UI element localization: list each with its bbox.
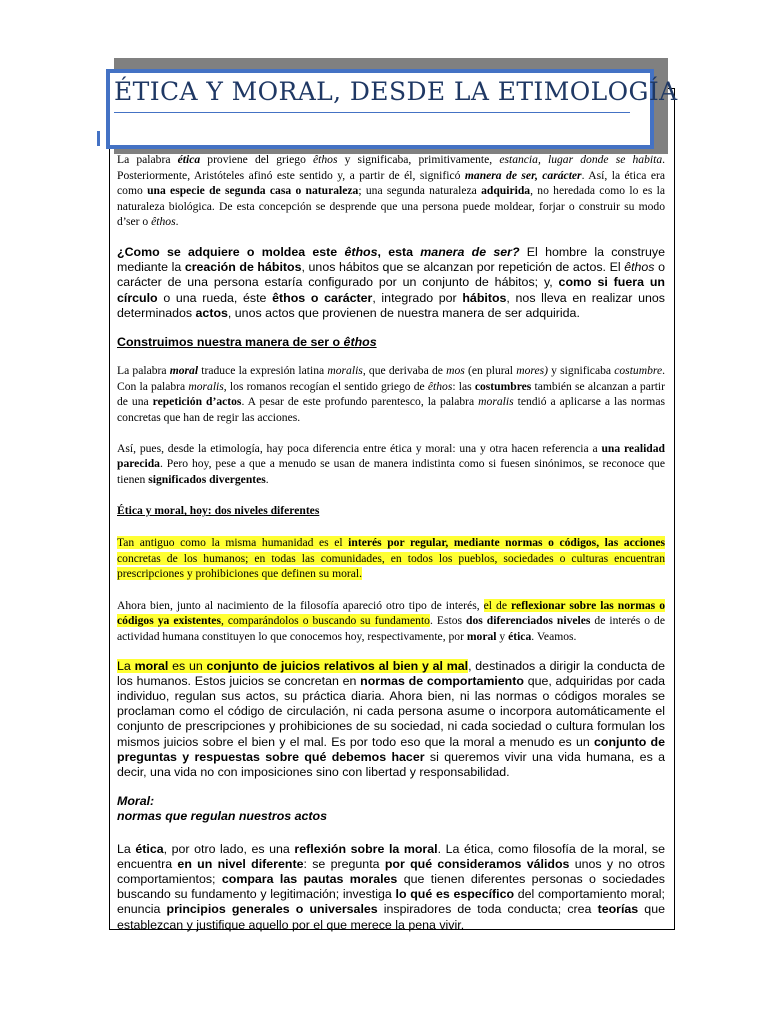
emphasis: hábitos — [462, 290, 507, 305]
text: : las — [452, 379, 475, 393]
emphasis: significados divergentes — [148, 472, 266, 486]
text: . La ética, como filosofía de la moral, se encuentra — [117, 841, 665, 871]
text: , que derivaba de — [362, 364, 447, 378]
paragraph-filosofia — [117, 598, 665, 645]
term-ethos: êthos — [427, 379, 453, 393]
text: Ahora bien, junto al nacimiento de la filosofía apareció otro tipo de interés, — [117, 598, 484, 612]
term-manera-de-ser: manera de ser, carácter — [464, 168, 582, 182]
text: , no heredada como lo es la naturaleza biológica. De esta concepción se desprende que una persona puede moldear, forjar o construir su modo d’ser o — [117, 184, 665, 229]
term-moralis: moralis — [478, 395, 514, 409]
text: , destinados a dirigir la conducta de los humanos. Estos juicios se concretan en — [117, 658, 665, 688]
heading-line: Moral: — [117, 794, 155, 809]
text: . Pero hoy, pese a que a menudo se usan de manera indistinta como si fuesen sinónimos, se reconoce que tienen — [117, 457, 665, 486]
document-title: ÉTICA Y MORAL, DESDE LA ETIMOLOGÍA — [114, 77, 678, 106]
text: proviene del griego — [200, 153, 314, 166]
paragraph-etica-origen — [117, 152, 665, 230]
text: , integrado por — [372, 290, 463, 305]
emphasis: costumbres — [474, 379, 532, 393]
emphasis: dos diferenciados niveles — [466, 614, 591, 628]
highlighted-text: es un — [168, 658, 207, 673]
term-moralis: moralis — [188, 379, 224, 393]
emphasis: moral — [466, 629, 497, 643]
emphasis: conjunto de preguntas y respuestas sobre qué debemos hacer — [117, 734, 665, 764]
paragraph-moral-origen — [117, 363, 665, 425]
text: y significaba — [547, 364, 615, 378]
text: si queremos vivir una vida humana, es a decir, una vida no con imposiciones sino con libertad y responsabilidad. — [117, 749, 665, 779]
highlighted-emphasis: interés por regular, mediante normas o códigos, las acciones — [348, 535, 665, 549]
text: El hombre la construye mediante la — [117, 244, 665, 275]
paragraph-etica-definicion — [117, 842, 665, 933]
text: traduce la expresión latina — [198, 364, 328, 378]
paragraph-interes-regular — [117, 535, 665, 582]
emphasis: lo qué es específico — [395, 887, 515, 902]
heading-text: Construimos nuestra manera de ser o — [117, 334, 344, 349]
term-ethos: êthos — [343, 334, 377, 349]
title-underline — [114, 112, 630, 113]
emphasis: normas de comportamiento — [360, 673, 524, 688]
text: inspiradores de toda conducta; crea — [377, 902, 598, 917]
text: . Estos — [429, 614, 467, 628]
text: La palabra — [117, 364, 170, 378]
text: La palabra — [117, 153, 178, 166]
emphasis: actos — [195, 305, 228, 320]
paragraph-moral-definicion — [117, 659, 665, 781]
paragraph-como-se-adquiere — [117, 245, 665, 321]
text: , nos lleva en realizar unos determinados — [117, 290, 665, 320]
emphasis: ética — [508, 629, 532, 643]
highlighted-text: el de — [483, 598, 512, 612]
emphasis: principios generales o universales — [166, 902, 378, 917]
emphasis: en un nivel diferente — [177, 856, 304, 871]
highlighted-text: , comparándolos o buscando su fundamento — [220, 614, 430, 628]
emphasis: ética — [135, 841, 164, 856]
heading-construimos — [117, 335, 665, 350]
text: . A pesar de este profundo parentesco, la palabra — [241, 395, 479, 409]
term-ethos: êthos — [624, 260, 655, 275]
text: o carácter de una persona estaría configurado por un conjunto de hábitos; y, — [117, 260, 665, 290]
text: . Con la palabra — [117, 364, 666, 393]
text: o una rueda, éste — [157, 290, 273, 305]
text: , unos actos que provienen de nuestra manera de ser adquirida. — [227, 305, 580, 320]
text: ; una segunda naturaleza — [358, 184, 482, 198]
text: y — [496, 629, 509, 643]
term-moral: moral — [169, 364, 199, 378]
highlighted-emphasis: moral — [134, 658, 169, 673]
term-costumbre: costumbre — [614, 364, 663, 378]
text: también se alcanzan a partir de una — [117, 379, 665, 409]
text: tendió a aplicarse a las normas concretas que han de regir las acciones. — [117, 395, 665, 424]
text: unos y no otros comportamientos; — [117, 856, 665, 886]
highlighted-text: Tan antiguo como la misma humanidad es el — [117, 535, 349, 549]
emphasis: teorías — [597, 902, 639, 917]
text: . Así, la ética era como — [117, 168, 666, 198]
text: . Posteriormente, Aristóteles afinó este sentido y, a partir de él, significó — [117, 153, 666, 182]
text: (en plural — [464, 364, 517, 378]
emphasis: compara las pautas morales — [221, 871, 398, 886]
term-moralis: moralis — [327, 364, 363, 378]
text: , unos hábitos que se alcanzan por repetición de actos. El — [301, 260, 625, 275]
emphasis: êthos o carácter — [272, 290, 373, 305]
question: ¿Como se adquiere o moldea este — [117, 244, 345, 259]
term-etica: ética — [177, 153, 201, 166]
heading-line: normas que regulan nuestros actos — [117, 809, 328, 824]
term-ethos: êthos — [344, 244, 378, 259]
emphasis: reflexión sobre la moral — [294, 841, 438, 856]
emphasis: por qué consideramos válidos — [384, 856, 570, 871]
term-estancia: estancia, lugar donde se habita — [499, 153, 663, 166]
text-cursor-mark — [97, 131, 100, 146]
text: que tienen diferentes personas o sociedades buscando su fundamento y legitimación; investiga — [117, 871, 665, 902]
highlighted-text: La — [117, 658, 135, 673]
emphasis: repetición d’actos — [152, 395, 242, 409]
emphasis: una especie de segunda casa o naturaleza — [147, 184, 359, 198]
emphasis: adquirida — [481, 184, 531, 198]
text: , los romanos recogían el sentido griego de — [223, 379, 428, 393]
heading-dos-niveles: Ética y moral, hoy: dos niveles diferentes — [117, 504, 320, 518]
text: : se pregunta — [303, 856, 385, 871]
question: , esta — [377, 244, 421, 259]
document-body — [117, 152, 665, 933]
paragraph-etimologia — [117, 441, 665, 488]
text: de interés o de actividad humana constituyen lo que conocemos hoy, respectivamente, por — [117, 614, 665, 643]
emphasis: como si fuera un círculo — [117, 275, 665, 305]
text: que, adquiridas por cada individuo, regulan sus actos, su práctica diaria. Ahora bien, ni las normas o códigos morales se proclaman como el código de circulación, ni cada persona asume o incorpora automáticamente el conjunto de prescripciones y prohibiciones de su sociedad, ni cada sociedad o cultura formulan los mismos juicios sobre el bien y el mal. Es por todo eso que la moral a menudo es un — [117, 673, 665, 749]
text: que establezcan y justifique aquello por el que merece la pena vivir. — [117, 902, 665, 932]
text: La — [117, 841, 136, 856]
text: y significaba, primitivamente, — [337, 153, 500, 166]
highlighted-text: concretas de los humanos; en todas las comunidades, en todos los pueblos, sociedades o culturas encuentran prescripciones y prohibiciones que definen su moral. — [117, 551, 665, 581]
emphasis: una realidad parecida — [117, 441, 666, 471]
text: , por otro lado, es una — [163, 841, 295, 856]
text: Así, pues, desde la etimología, hay poca diferencia entre ética y moral: una y otra hacen referencia a — [117, 441, 602, 455]
highlighted-emphasis: conjunto de juicios relativos al bien y al mal — [206, 658, 469, 673]
highlighted-emphasis: reflexionar sobre las normas o códigos ya existentes — [117, 598, 665, 628]
text: . Veamos. — [531, 629, 577, 643]
term-ethos: êthos — [151, 215, 176, 229]
text: . — [175, 215, 179, 229]
term-mores: mores) — [516, 364, 548, 378]
term-ethos: êthos — [313, 153, 338, 166]
emphasis: creación de hábitos — [184, 260, 302, 275]
heading-moral — [117, 794, 665, 824]
term-mos: mos — [446, 364, 465, 378]
text: del comportamiento moral; enuncia — [117, 887, 665, 917]
term-manera-de-ser: manera de ser? — [420, 244, 520, 259]
text: . — [265, 472, 269, 486]
